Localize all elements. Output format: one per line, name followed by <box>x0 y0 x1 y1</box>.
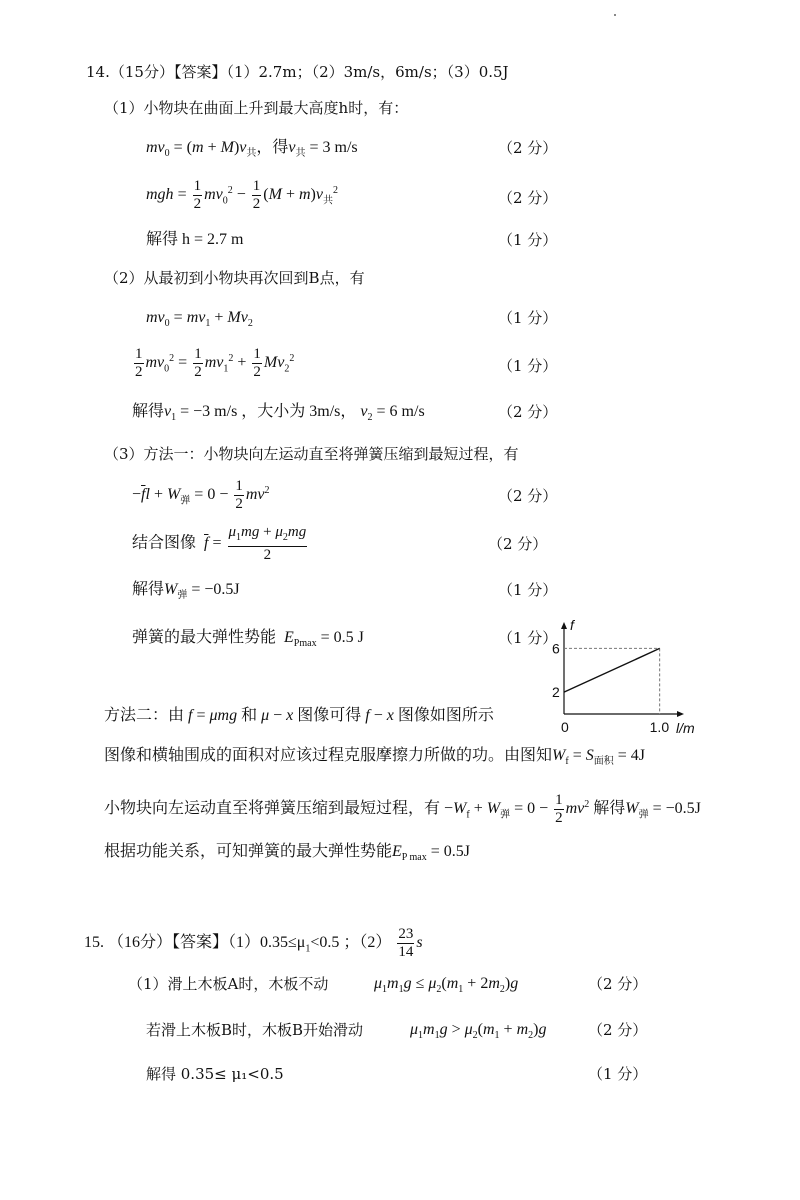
points-1: （1 分） <box>498 357 558 375</box>
x-tick-label: 1.0 <box>649 719 670 735</box>
q15-ineq-board-b: $\mu_1m_1g > \mu_2(m_1 + m_2)g$ <box>410 1021 547 1042</box>
points-2: （2 分） <box>588 1021 648 1039</box>
q14-eq-energy-height: mgh = $\frac{1}{2}$ $mv_0^2$ − $\frac{1}{2}$ $(M + m)v_共^2$ <box>146 178 338 212</box>
q15-line3-solve: 解得 0.35≤ μ₁<0.5 <box>146 1065 284 1083</box>
x-axis-label: l/m <box>676 720 695 736</box>
q14-eq-work-energy: $-\overline{f}l + W_弹 = 0$ − $\frac{1}{2}$ $mv^2$ <box>132 478 270 512</box>
q14-method2-line1: 方法二：由 f = μmg 和 μ − x 图像可得 f − x 图像如图所示 <box>104 707 494 724</box>
q14-method2-line3: 小物块向左运动直至将弹簧压缩到最短过程，有 $-W_f + W_弹 = 0$ − $\frac{1}{2}$ $mv^2$ 解得$W_弹 = -0.5J$ <box>104 792 701 826</box>
q14-eq-momentum-return: $mv_0 = mv_1 + Mv_2$ <box>146 309 253 330</box>
points-2: （2 分） <box>498 403 558 421</box>
q14-max-elastic-energy: 弹簧的最大弹性势能 $E_{Pmax} = 0.5$ J <box>132 629 364 650</box>
y-tick-label: 2 <box>552 684 560 701</box>
q14-part2-title: （2）从最初到小物块再次回到B点，有 <box>104 269 365 287</box>
q14-part1-title: （1）小物块在曲面上升到最大高度h时，有： <box>104 99 409 117</box>
q14-method2-line4: 根据功能关系，可知弹簧的最大弹性势能$E_{P max} = 0.5J$ <box>104 843 470 864</box>
points-1: （1 分） <box>498 309 558 327</box>
points-1: （1 分） <box>498 581 558 599</box>
q14-solve-spring-work: 解得$W_弹 = -0.5J$ <box>132 581 240 602</box>
q15-line2-text: 若滑上木板B时，木板B开始滑动 <box>146 1021 364 1039</box>
q14-header: 14.（15分）【答案】（1）2.7m；（2）3m/s，6m/s；（3）0.5J <box>86 63 509 81</box>
series-line <box>564 648 660 692</box>
q14-eq-energy-return: $\frac{1}{2}$ $mv_0^2$ = $\frac{1}{2}$ $mv_1^2$ + $\frac{1}{2}$ $Mv_2^2$ <box>135 346 295 380</box>
y-tick-label: 6 <box>552 640 560 657</box>
points-2: （2 分） <box>498 189 558 207</box>
y-axis-arrow <box>561 622 567 629</box>
x-axis-arrow <box>677 711 684 717</box>
points-2: （2 分） <box>498 487 558 505</box>
points-2: （2 分） <box>488 535 548 553</box>
points-1: （1 分） <box>588 1065 648 1083</box>
q14-solve-h: 解得 h = 2.7 m <box>146 231 244 248</box>
q15-line1-text: （1）滑上木板A时，木板不动 <box>128 975 329 993</box>
q15-header: 15. （16分）【答案】$(1)0.35\le\mu_1<0.5$ ；（2） $\frac{23}{14}$ s <box>84 926 423 960</box>
q15-ineq-board-a: $\mu_1m_1g \le \mu_2(m_1 + 2m_2)g$ <box>374 975 519 996</box>
page-speck <box>614 14 616 16</box>
x-tick-label: 0 <box>561 719 569 735</box>
y-axis-label: f <box>570 617 574 633</box>
q14-eq-momentum-shared: $mv_0 = (m + M)v_共$，得$v_共 = 3$ m/s <box>146 139 358 160</box>
friction-distance-graph <box>530 617 695 744</box>
q14-solve-velocities: 解得$v_1 = -3$ m/s ，大小为 3m/s， $v_2 = 6$ m/s <box>132 403 425 424</box>
points-2: （2 分） <box>498 139 558 157</box>
points-1: （1 分） <box>498 231 558 249</box>
q14-eq-avg-friction: 结合图像 $\overline{f}$ = $\frac{\mu_1mg + \mu_2mg}{2}$ <box>132 524 307 563</box>
points-2: （2 分） <box>588 975 648 993</box>
points-1: （1 分） <box>498 629 558 647</box>
q14-method2-line2: 图像和横轴围成的面积对应该过程克服摩擦力所做的功。由图知$W_f = S_{面积} = 4J$ <box>104 747 645 768</box>
q14-part3-title: （3）方法一：小物块向左运动直至将弹簧压缩到最短过程，有 <box>104 445 519 463</box>
